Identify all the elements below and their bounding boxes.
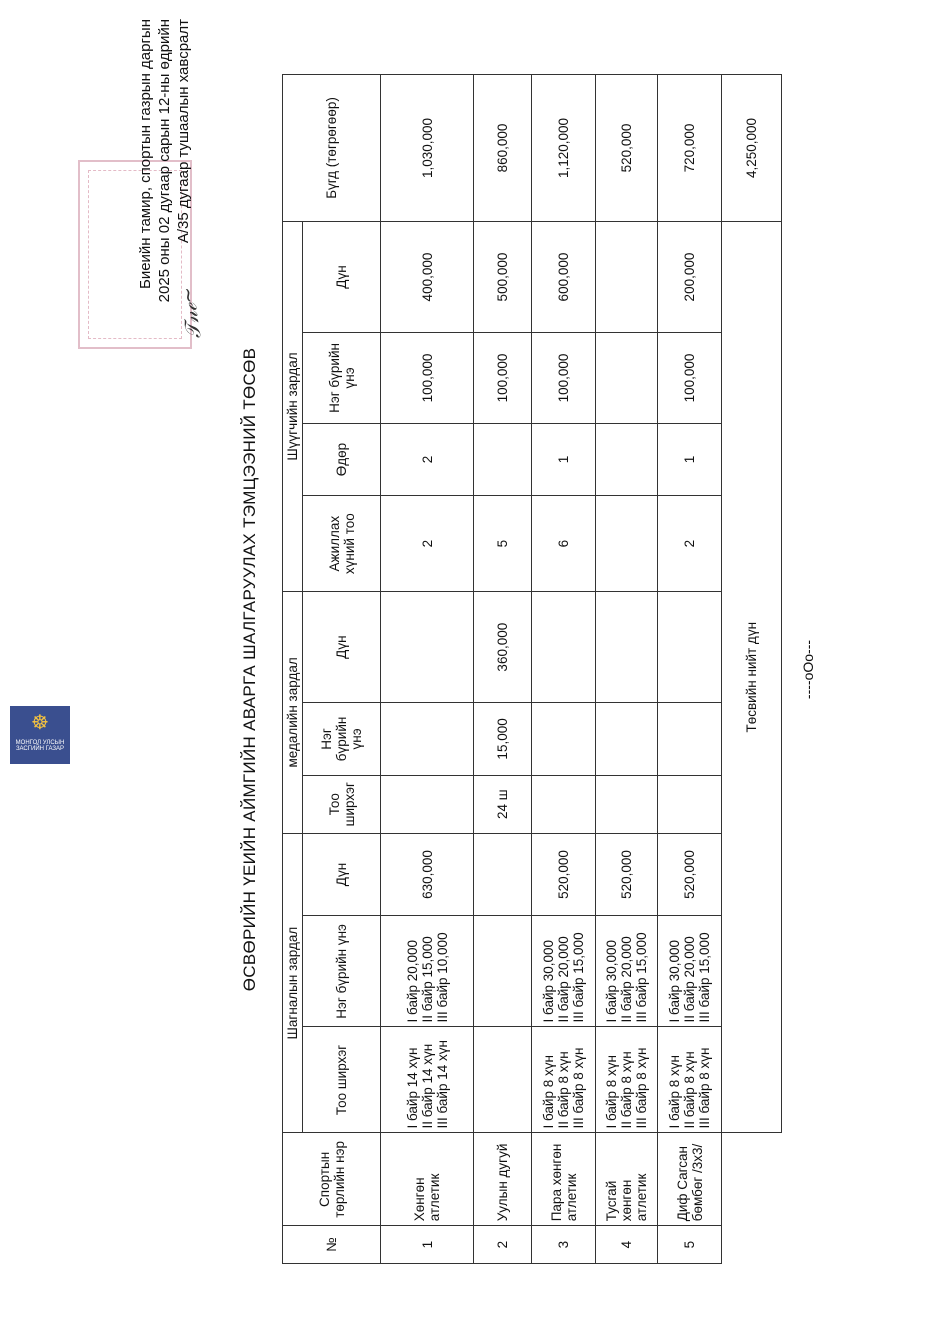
row-total: 860,000: [474, 75, 532, 222]
row-judge-people: 2: [381, 496, 474, 592]
row-sport: Уулын дугуй: [474, 1133, 532, 1226]
header-medal-unit: Нэг бүрийн үнэ: [303, 703, 381, 775]
header-total: Бүгд (төгрөгөөр): [283, 75, 381, 222]
row-prize-unit-line: II байр 15,000: [419, 936, 435, 1023]
row-prize-unit-line: III байр 10,000: [434, 932, 450, 1023]
row-prize-sum: 630,000: [381, 833, 474, 916]
row-prize-count: [381, 1027, 474, 1133]
row-judge-people: 5: [474, 496, 532, 592]
row-judge-people: 6: [532, 496, 596, 592]
row-medal-sum: [532, 592, 596, 703]
row-prize-count: [532, 1027, 596, 1133]
row-judge-days: [474, 423, 532, 495]
row-medal-count: [596, 775, 658, 833]
row-prize-count: [658, 1027, 722, 1133]
row-num: 4: [596, 1226, 658, 1264]
row-num: 5: [658, 1226, 722, 1264]
handwritten-signature: 𝒯𝓃ℯ~: [174, 285, 206, 341]
approval-line-3: A/35 дугаар тушаалын хавсралт: [175, 19, 192, 244]
row-medal-unit: [658, 703, 722, 775]
row-prize-unit: [532, 916, 596, 1027]
row-prize-unit: [474, 916, 532, 1027]
row-prize-unit: [596, 916, 658, 1027]
table-row: [474, 75, 532, 1264]
soyombo-icon: ☸: [31, 712, 49, 734]
row-total: 1,030,000: [381, 75, 474, 222]
row-prize-count-line: I байр 8 хүн: [604, 1055, 619, 1129]
row-judge-days: 2: [381, 423, 474, 495]
row-medal-count: 24 ш: [474, 775, 532, 833]
row-total: 720,000: [658, 75, 722, 222]
row-sport: Тусгай хөнгөн атлетик: [596, 1133, 658, 1226]
row-judge-sum: 500,000: [474, 221, 532, 332]
row-num: 1: [381, 1226, 474, 1264]
row-prize-unit-line: II байр 20,000: [556, 936, 571, 1023]
row-prize-count-line: II байр 8 хүн: [682, 1051, 697, 1129]
header-num: №: [283, 1226, 381, 1264]
row-medal-sum: [381, 592, 474, 703]
header-prize-group: Шагналын зардал: [283, 833, 303, 1133]
row-medal-sum: [596, 592, 658, 703]
document-title: ӨСВӨРИЙН ҮЕИЙН АЙМГИЙН АВАРГА ШАЛГАРУУЛАХ ТЭМЦЭЭНИЙ ТӨСӨВ: [240, 347, 259, 992]
row-judge-unit: 100,000: [532, 333, 596, 424]
row-prize-count-line: II байр 8 хүн: [556, 1051, 571, 1129]
row-medal-sum: [658, 592, 722, 703]
row-sport: Диф Сагсан бөмбөг /3х3/: [658, 1133, 722, 1226]
row-prize-unit-line: III байр 15,000: [571, 932, 586, 1023]
row-prize-count-line: III байр 8 хүн: [697, 1047, 712, 1129]
row-num: 3: [532, 1226, 596, 1264]
header-prize-unit: Нэг бүрийн үнэ: [303, 916, 381, 1027]
header-judge-unit: Нэг бүрийн үнэ: [303, 333, 381, 424]
row-prize-sum: 520,000: [596, 833, 658, 916]
row-prize-unit-line: I байр 20,000: [404, 939, 420, 1023]
total-label: Төсвийн нийт дүн: [722, 221, 782, 1133]
row-prize-unit-line: II байр 20,000: [619, 936, 634, 1023]
row-judge-unit: [596, 333, 658, 424]
row-prize-count: [596, 1027, 658, 1133]
row-prize-count-line: I байр 14 хүн: [404, 1047, 420, 1129]
row-judge-people: [596, 496, 658, 592]
header-judge-group: Шүүгчийн зардал: [283, 221, 303, 591]
row-prize-count-line: III байр 8 хүн: [634, 1047, 649, 1129]
row-judge-days: 1: [658, 423, 722, 495]
row-prize-unit: [658, 916, 722, 1027]
footer-mark: ----oOo---: [800, 639, 816, 700]
row-prize-count-line: II байр 8 хүн: [619, 1051, 634, 1129]
row-medal-count: [381, 775, 474, 833]
header-judge-days: Өдөр: [303, 423, 381, 495]
row-prize-unit-line: I байр 30,000: [604, 939, 619, 1023]
row-prize-count-line: I байр 8 хүн: [667, 1055, 682, 1129]
row-medal-count: [532, 775, 596, 833]
approval-block: [136, 19, 193, 459]
row-judge-people: 2: [658, 496, 722, 592]
row-judge-sum: [596, 221, 658, 332]
table-row: [658, 75, 722, 1264]
row-judge-days: [596, 423, 658, 495]
table-row: [596, 75, 658, 1264]
row-total: 1,120,000: [532, 75, 596, 222]
table-row: [381, 75, 474, 1264]
row-prize-count-line: I байр 8 хүн: [541, 1055, 556, 1129]
row-prize-count: [474, 1027, 532, 1133]
row-sport: Пара хөнгөн атлетик: [532, 1133, 596, 1226]
header-medal-sum: Дүн: [303, 592, 381, 703]
row-sport: Хөнгөн атлетик: [381, 1133, 474, 1226]
row-prize-unit: [381, 916, 474, 1027]
row-prize-unit-line: III байр 15,000: [634, 932, 649, 1023]
row-medal-unit: [532, 703, 596, 775]
header-medal-count: Тоо ширхэг: [303, 775, 381, 833]
row-judge-unit: 100,000: [658, 333, 722, 424]
table-row: [532, 75, 596, 1264]
header-sport: Спортын төрлийн нэр: [283, 1133, 381, 1226]
row-total: 520,000: [596, 75, 658, 222]
row-prize-sum: [474, 833, 532, 916]
row-prize-unit-line: I байр 30,000: [541, 939, 556, 1023]
row-medal-count: [658, 775, 722, 833]
approval-line-2: 2025 оны 02 дугаар сарын 12-ны өдрийн: [156, 19, 173, 303]
budget-table: [282, 74, 782, 1264]
row-prize-unit-line: III байр 15,000: [697, 932, 712, 1023]
row-prize-sum: 520,000: [532, 833, 596, 916]
row-judge-unit: 100,000: [381, 333, 474, 424]
row-prize-sum: 520,000: [658, 833, 722, 916]
row-judge-sum: 200,000: [658, 221, 722, 332]
row-prize-count-line: III байр 14 хүн: [434, 1040, 450, 1129]
row-prize-unit-line: I байр 30,000: [667, 939, 682, 1023]
row-medal-sum: 360,000: [474, 592, 532, 703]
row-judge-days: 1: [532, 423, 596, 495]
row-num: 2: [474, 1226, 532, 1264]
header-medal-group: медалийн зардал: [283, 592, 303, 834]
total-value: 4,250,000: [722, 75, 782, 222]
header-prize-count: Тоо ширхэг: [303, 1027, 381, 1133]
row-prize-unit-line: II байр 20,000: [682, 936, 697, 1023]
header-judge-people: Ажиллах хүний тоо: [303, 496, 381, 592]
row-judge-unit: 100,000: [474, 333, 532, 424]
row-medal-unit: 15,000: [474, 703, 532, 775]
logo-text: МОНГОЛ УЛСЫН ЗАСГИЙН ГАЗАР: [15, 740, 65, 752]
row-prize-count-line: III байр 8 хүн: [571, 1047, 586, 1129]
row-judge-sum: 600,000: [532, 221, 596, 332]
row-medal-unit: [381, 703, 474, 775]
approval-line-1: Биеийн тамир, спортын газрын даргын: [137, 19, 154, 290]
row-prize-count-line: II байр 14 хүн: [419, 1043, 435, 1129]
header-prize-sum: Дүн: [303, 833, 381, 916]
government-logo: [10, 706, 70, 764]
row-judge-sum: 400,000: [381, 221, 474, 332]
header-judge-sum: Дүн: [303, 221, 381, 332]
row-medal-unit: [596, 703, 658, 775]
